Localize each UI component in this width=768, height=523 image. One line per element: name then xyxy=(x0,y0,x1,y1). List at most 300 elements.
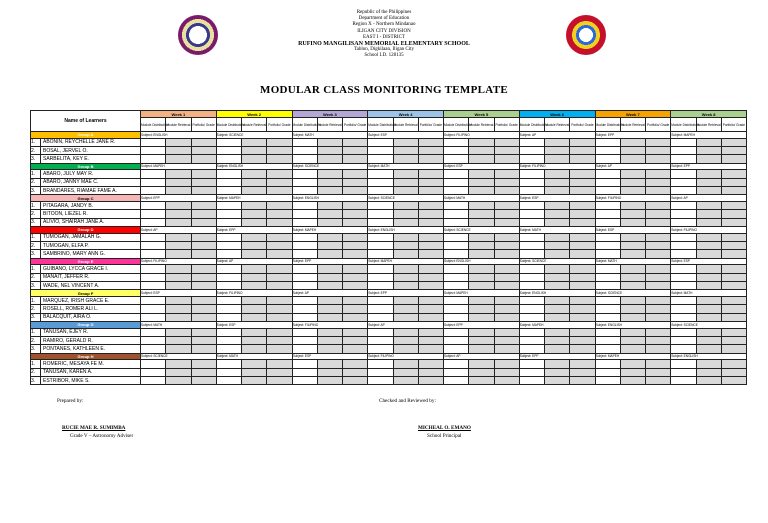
entry-cell[interactable] xyxy=(570,186,595,194)
entry-cell[interactable] xyxy=(646,296,671,304)
entry-cell[interactable] xyxy=(646,170,671,178)
entry-cell[interactable] xyxy=(494,250,519,258)
entry-cell[interactable] xyxy=(646,360,671,368)
entry-cell[interactable] xyxy=(494,336,519,344)
entry-cell[interactable] xyxy=(469,218,494,226)
entry-cell[interactable] xyxy=(267,233,292,241)
entry-cell[interactable] xyxy=(292,376,317,384)
entry-cell[interactable] xyxy=(519,360,544,368)
entry-cell[interactable] xyxy=(267,265,292,273)
entry-cell[interactable] xyxy=(444,210,469,218)
entry-cell[interactable] xyxy=(620,281,645,289)
entry-cell[interactable] xyxy=(519,218,544,226)
entry-cell[interactable] xyxy=(343,345,368,353)
entry-cell[interactable] xyxy=(519,368,544,376)
entry-cell[interactable] xyxy=(696,376,721,384)
entry-cell[interactable] xyxy=(292,210,317,218)
entry-cell[interactable] xyxy=(595,210,620,218)
entry-cell[interactable] xyxy=(469,376,494,384)
entry-cell[interactable] xyxy=(444,360,469,368)
entry-cell[interactable] xyxy=(216,241,241,249)
entry-cell[interactable] xyxy=(343,368,368,376)
entry-cell[interactable] xyxy=(469,296,494,304)
entry-cell[interactable] xyxy=(267,360,292,368)
entry-cell[interactable] xyxy=(292,138,317,146)
entry-cell[interactable] xyxy=(216,210,241,218)
entry-cell[interactable] xyxy=(166,201,191,209)
entry-cell[interactable] xyxy=(166,328,191,336)
entry-cell[interactable] xyxy=(494,376,519,384)
entry-cell[interactable] xyxy=(620,138,645,146)
entry-cell[interactable] xyxy=(141,273,166,281)
entry-cell[interactable] xyxy=(368,296,393,304)
entry-cell[interactable] xyxy=(620,155,645,163)
entry-cell[interactable] xyxy=(418,201,443,209)
entry-cell[interactable] xyxy=(595,233,620,241)
entry-cell[interactable] xyxy=(721,138,746,146)
entry-cell[interactable] xyxy=(671,265,696,273)
entry-cell[interactable] xyxy=(620,170,645,178)
entry-cell[interactable] xyxy=(292,155,317,163)
entry-cell[interactable] xyxy=(317,170,342,178)
entry-cell[interactable] xyxy=(696,146,721,154)
entry-cell[interactable] xyxy=(444,281,469,289)
entry-cell[interactable] xyxy=(368,328,393,336)
entry-cell[interactable] xyxy=(595,281,620,289)
entry-cell[interactable] xyxy=(721,146,746,154)
entry-cell[interactable] xyxy=(267,201,292,209)
entry-cell[interactable] xyxy=(191,178,216,186)
entry-cell[interactable] xyxy=(671,273,696,281)
entry-cell[interactable] xyxy=(317,336,342,344)
entry-cell[interactable] xyxy=(418,250,443,258)
entry-cell[interactable] xyxy=(595,201,620,209)
entry-cell[interactable] xyxy=(216,305,241,313)
entry-cell[interactable] xyxy=(141,155,166,163)
entry-cell[interactable] xyxy=(368,233,393,241)
entry-cell[interactable] xyxy=(418,313,443,321)
entry-cell[interactable] xyxy=(444,368,469,376)
entry-cell[interactable] xyxy=(393,178,418,186)
entry-cell[interactable] xyxy=(570,170,595,178)
entry-cell[interactable] xyxy=(343,250,368,258)
entry-cell[interactable] xyxy=(444,313,469,321)
entry-cell[interactable] xyxy=(595,138,620,146)
entry-cell[interactable] xyxy=(545,313,570,321)
entry-cell[interactable] xyxy=(317,250,342,258)
entry-cell[interactable] xyxy=(368,170,393,178)
entry-cell[interactable] xyxy=(368,155,393,163)
entry-cell[interactable] xyxy=(671,296,696,304)
entry-cell[interactable] xyxy=(671,241,696,249)
entry-cell[interactable] xyxy=(646,328,671,336)
entry-cell[interactable] xyxy=(191,233,216,241)
entry-cell[interactable] xyxy=(444,265,469,273)
entry-cell[interactable] xyxy=(696,250,721,258)
entry-cell[interactable] xyxy=(216,186,241,194)
entry-cell[interactable] xyxy=(494,360,519,368)
entry-cell[interactable] xyxy=(494,138,519,146)
entry-cell[interactable] xyxy=(393,170,418,178)
entry-cell[interactable] xyxy=(191,218,216,226)
entry-cell[interactable] xyxy=(166,336,191,344)
entry-cell[interactable] xyxy=(721,336,746,344)
entry-cell[interactable] xyxy=(343,233,368,241)
entry-cell[interactable] xyxy=(242,178,267,186)
entry-cell[interactable] xyxy=(368,146,393,154)
entry-cell[interactable] xyxy=(469,360,494,368)
entry-cell[interactable] xyxy=(242,376,267,384)
entry-cell[interactable] xyxy=(141,186,166,194)
entry-cell[interactable] xyxy=(545,218,570,226)
entry-cell[interactable] xyxy=(292,241,317,249)
entry-cell[interactable] xyxy=(696,313,721,321)
entry-cell[interactable] xyxy=(620,273,645,281)
entry-cell[interactable] xyxy=(519,186,544,194)
entry-cell[interactable] xyxy=(141,210,166,218)
entry-cell[interactable] xyxy=(242,265,267,273)
entry-cell[interactable] xyxy=(418,345,443,353)
entry-cell[interactable] xyxy=(519,273,544,281)
entry-cell[interactable] xyxy=(292,328,317,336)
entry-cell[interactable] xyxy=(292,265,317,273)
entry-cell[interactable] xyxy=(469,241,494,249)
entry-cell[interactable] xyxy=(343,218,368,226)
entry-cell[interactable] xyxy=(292,273,317,281)
entry-cell[interactable] xyxy=(570,296,595,304)
entry-cell[interactable] xyxy=(216,201,241,209)
entry-cell[interactable] xyxy=(570,155,595,163)
entry-cell[interactable] xyxy=(519,155,544,163)
entry-cell[interactable] xyxy=(595,218,620,226)
entry-cell[interactable] xyxy=(216,155,241,163)
entry-cell[interactable] xyxy=(141,250,166,258)
entry-cell[interactable] xyxy=(671,170,696,178)
entry-cell[interactable] xyxy=(646,305,671,313)
entry-cell[interactable] xyxy=(620,201,645,209)
entry-cell[interactable] xyxy=(570,281,595,289)
entry-cell[interactable] xyxy=(646,186,671,194)
entry-cell[interactable] xyxy=(267,186,292,194)
entry-cell[interactable] xyxy=(216,146,241,154)
entry-cell[interactable] xyxy=(721,273,746,281)
entry-cell[interactable] xyxy=(671,328,696,336)
entry-cell[interactable] xyxy=(166,233,191,241)
entry-cell[interactable] xyxy=(393,233,418,241)
entry-cell[interactable] xyxy=(545,305,570,313)
entry-cell[interactable] xyxy=(469,233,494,241)
entry-cell[interactable] xyxy=(418,146,443,154)
entry-cell[interactable] xyxy=(721,186,746,194)
entry-cell[interactable] xyxy=(620,305,645,313)
entry-cell[interactable] xyxy=(317,218,342,226)
entry-cell[interactable] xyxy=(696,305,721,313)
entry-cell[interactable] xyxy=(494,146,519,154)
entry-cell[interactable] xyxy=(671,360,696,368)
entry-cell[interactable] xyxy=(317,296,342,304)
entry-cell[interactable] xyxy=(696,345,721,353)
entry-cell[interactable] xyxy=(191,265,216,273)
entry-cell[interactable] xyxy=(191,250,216,258)
entry-cell[interactable] xyxy=(595,178,620,186)
entry-cell[interactable] xyxy=(721,233,746,241)
entry-cell[interactable] xyxy=(696,138,721,146)
entry-cell[interactable] xyxy=(671,376,696,384)
entry-cell[interactable] xyxy=(570,305,595,313)
entry-cell[interactable] xyxy=(166,146,191,154)
entry-cell[interactable] xyxy=(494,345,519,353)
entry-cell[interactable] xyxy=(191,138,216,146)
entry-cell[interactable] xyxy=(393,360,418,368)
entry-cell[interactable] xyxy=(620,146,645,154)
entry-cell[interactable] xyxy=(545,210,570,218)
entry-cell[interactable] xyxy=(519,328,544,336)
entry-cell[interactable] xyxy=(368,250,393,258)
entry-cell[interactable] xyxy=(343,201,368,209)
entry-cell[interactable] xyxy=(166,265,191,273)
entry-cell[interactable] xyxy=(646,201,671,209)
entry-cell[interactable] xyxy=(393,313,418,321)
entry-cell[interactable] xyxy=(620,376,645,384)
entry-cell[interactable] xyxy=(393,273,418,281)
entry-cell[interactable] xyxy=(545,201,570,209)
entry-cell[interactable] xyxy=(545,273,570,281)
entry-cell[interactable] xyxy=(292,170,317,178)
entry-cell[interactable] xyxy=(418,305,443,313)
entry-cell[interactable] xyxy=(418,138,443,146)
entry-cell[interactable] xyxy=(519,250,544,258)
entry-cell[interactable] xyxy=(519,336,544,344)
entry-cell[interactable] xyxy=(393,250,418,258)
entry-cell[interactable] xyxy=(393,241,418,249)
entry-cell[interactable] xyxy=(721,313,746,321)
entry-cell[interactable] xyxy=(191,336,216,344)
entry-cell[interactable] xyxy=(671,281,696,289)
entry-cell[interactable] xyxy=(191,186,216,194)
entry-cell[interactable] xyxy=(418,328,443,336)
entry-cell[interactable] xyxy=(368,186,393,194)
entry-cell[interactable] xyxy=(343,265,368,273)
entry-cell[interactable] xyxy=(267,250,292,258)
entry-cell[interactable] xyxy=(646,210,671,218)
entry-cell[interactable] xyxy=(570,360,595,368)
entry-cell[interactable] xyxy=(191,273,216,281)
entry-cell[interactable] xyxy=(292,178,317,186)
entry-cell[interactable] xyxy=(595,241,620,249)
entry-cell[interactable] xyxy=(444,186,469,194)
entry-cell[interactable] xyxy=(292,218,317,226)
entry-cell[interactable] xyxy=(141,296,166,304)
entry-cell[interactable] xyxy=(267,241,292,249)
entry-cell[interactable] xyxy=(570,368,595,376)
entry-cell[interactable] xyxy=(191,360,216,368)
entry-cell[interactable] xyxy=(317,241,342,249)
entry-cell[interactable] xyxy=(418,336,443,344)
entry-cell[interactable] xyxy=(393,210,418,218)
entry-cell[interactable] xyxy=(570,233,595,241)
entry-cell[interactable] xyxy=(595,296,620,304)
entry-cell[interactable] xyxy=(368,241,393,249)
entry-cell[interactable] xyxy=(469,336,494,344)
entry-cell[interactable] xyxy=(671,313,696,321)
entry-cell[interactable] xyxy=(519,210,544,218)
entry-cell[interactable] xyxy=(696,178,721,186)
entry-cell[interactable] xyxy=(721,376,746,384)
entry-cell[interactable] xyxy=(545,281,570,289)
entry-cell[interactable] xyxy=(216,178,241,186)
entry-cell[interactable] xyxy=(646,273,671,281)
entry-cell[interactable] xyxy=(141,360,166,368)
entry-cell[interactable] xyxy=(242,336,267,344)
entry-cell[interactable] xyxy=(595,376,620,384)
entry-cell[interactable] xyxy=(393,265,418,273)
entry-cell[interactable] xyxy=(141,313,166,321)
entry-cell[interactable] xyxy=(646,368,671,376)
entry-cell[interactable] xyxy=(393,345,418,353)
entry-cell[interactable] xyxy=(393,201,418,209)
entry-cell[interactable] xyxy=(418,186,443,194)
entry-cell[interactable] xyxy=(595,273,620,281)
entry-cell[interactable] xyxy=(721,360,746,368)
entry-cell[interactable] xyxy=(292,281,317,289)
entry-cell[interactable] xyxy=(696,368,721,376)
entry-cell[interactable] xyxy=(545,336,570,344)
entry-cell[interactable] xyxy=(418,178,443,186)
entry-cell[interactable] xyxy=(393,218,418,226)
entry-cell[interactable] xyxy=(721,178,746,186)
entry-cell[interactable] xyxy=(242,138,267,146)
entry-cell[interactable] xyxy=(721,368,746,376)
entry-cell[interactable] xyxy=(418,265,443,273)
entry-cell[interactable] xyxy=(292,313,317,321)
entry-cell[interactable] xyxy=(368,201,393,209)
entry-cell[interactable] xyxy=(368,368,393,376)
entry-cell[interactable] xyxy=(191,241,216,249)
entry-cell[interactable] xyxy=(671,233,696,241)
entry-cell[interactable] xyxy=(343,241,368,249)
entry-cell[interactable] xyxy=(141,265,166,273)
entry-cell[interactable] xyxy=(444,233,469,241)
entry-cell[interactable] xyxy=(317,313,342,321)
entry-cell[interactable] xyxy=(267,170,292,178)
entry-cell[interactable] xyxy=(595,170,620,178)
entry-cell[interactable] xyxy=(570,328,595,336)
entry-cell[interactable] xyxy=(469,305,494,313)
entry-cell[interactable] xyxy=(671,201,696,209)
entry-cell[interactable] xyxy=(469,328,494,336)
entry-cell[interactable] xyxy=(418,155,443,163)
entry-cell[interactable] xyxy=(267,210,292,218)
entry-cell[interactable] xyxy=(646,313,671,321)
entry-cell[interactable] xyxy=(166,186,191,194)
entry-cell[interactable] xyxy=(292,296,317,304)
entry-cell[interactable] xyxy=(317,376,342,384)
entry-cell[interactable] xyxy=(191,155,216,163)
entry-cell[interactable] xyxy=(317,265,342,273)
entry-cell[interactable] xyxy=(595,146,620,154)
entry-cell[interactable] xyxy=(343,336,368,344)
entry-cell[interactable] xyxy=(292,250,317,258)
entry-cell[interactable] xyxy=(191,201,216,209)
entry-cell[interactable] xyxy=(696,336,721,344)
entry-cell[interactable] xyxy=(620,328,645,336)
entry-cell[interactable] xyxy=(166,296,191,304)
entry-cell[interactable] xyxy=(570,201,595,209)
entry-cell[interactable] xyxy=(343,273,368,281)
entry-cell[interactable] xyxy=(191,328,216,336)
entry-cell[interactable] xyxy=(444,201,469,209)
entry-cell[interactable] xyxy=(646,250,671,258)
entry-cell[interactable] xyxy=(191,210,216,218)
entry-cell[interactable] xyxy=(646,178,671,186)
entry-cell[interactable] xyxy=(393,138,418,146)
entry-cell[interactable] xyxy=(620,210,645,218)
entry-cell[interactable] xyxy=(545,376,570,384)
entry-cell[interactable] xyxy=(494,273,519,281)
entry-cell[interactable] xyxy=(671,250,696,258)
entry-cell[interactable] xyxy=(620,345,645,353)
entry-cell[interactable] xyxy=(418,170,443,178)
entry-cell[interactable] xyxy=(267,146,292,154)
entry-cell[interactable] xyxy=(393,186,418,194)
entry-cell[interactable] xyxy=(444,273,469,281)
entry-cell[interactable] xyxy=(620,241,645,249)
entry-cell[interactable] xyxy=(545,345,570,353)
entry-cell[interactable] xyxy=(242,201,267,209)
entry-cell[interactable] xyxy=(368,218,393,226)
entry-cell[interactable] xyxy=(494,328,519,336)
entry-cell[interactable] xyxy=(595,250,620,258)
entry-cell[interactable] xyxy=(469,146,494,154)
entry-cell[interactable] xyxy=(570,313,595,321)
entry-cell[interactable] xyxy=(267,273,292,281)
entry-cell[interactable] xyxy=(696,201,721,209)
entry-cell[interactable] xyxy=(393,368,418,376)
entry-cell[interactable] xyxy=(242,305,267,313)
entry-cell[interactable] xyxy=(620,336,645,344)
entry-cell[interactable] xyxy=(317,368,342,376)
entry-cell[interactable] xyxy=(141,170,166,178)
entry-cell[interactable] xyxy=(166,305,191,313)
entry-cell[interactable] xyxy=(141,178,166,186)
entry-cell[interactable] xyxy=(267,296,292,304)
entry-cell[interactable] xyxy=(141,218,166,226)
entry-cell[interactable] xyxy=(368,178,393,186)
entry-cell[interactable] xyxy=(595,360,620,368)
entry-cell[interactable] xyxy=(267,336,292,344)
entry-cell[interactable] xyxy=(570,336,595,344)
entry-cell[interactable] xyxy=(368,360,393,368)
entry-cell[interactable] xyxy=(368,210,393,218)
entry-cell[interactable] xyxy=(191,146,216,154)
entry-cell[interactable] xyxy=(216,328,241,336)
entry-cell[interactable] xyxy=(166,345,191,353)
entry-cell[interactable] xyxy=(545,250,570,258)
entry-cell[interactable] xyxy=(343,138,368,146)
entry-cell[interactable] xyxy=(317,146,342,154)
entry-cell[interactable] xyxy=(671,345,696,353)
entry-cell[interactable] xyxy=(141,368,166,376)
entry-cell[interactable] xyxy=(191,313,216,321)
entry-cell[interactable] xyxy=(469,186,494,194)
entry-cell[interactable] xyxy=(343,376,368,384)
entry-cell[interactable] xyxy=(418,241,443,249)
entry-cell[interactable] xyxy=(519,178,544,186)
entry-cell[interactable] xyxy=(494,296,519,304)
entry-cell[interactable] xyxy=(141,233,166,241)
entry-cell[interactable] xyxy=(166,368,191,376)
entry-cell[interactable] xyxy=(242,345,267,353)
